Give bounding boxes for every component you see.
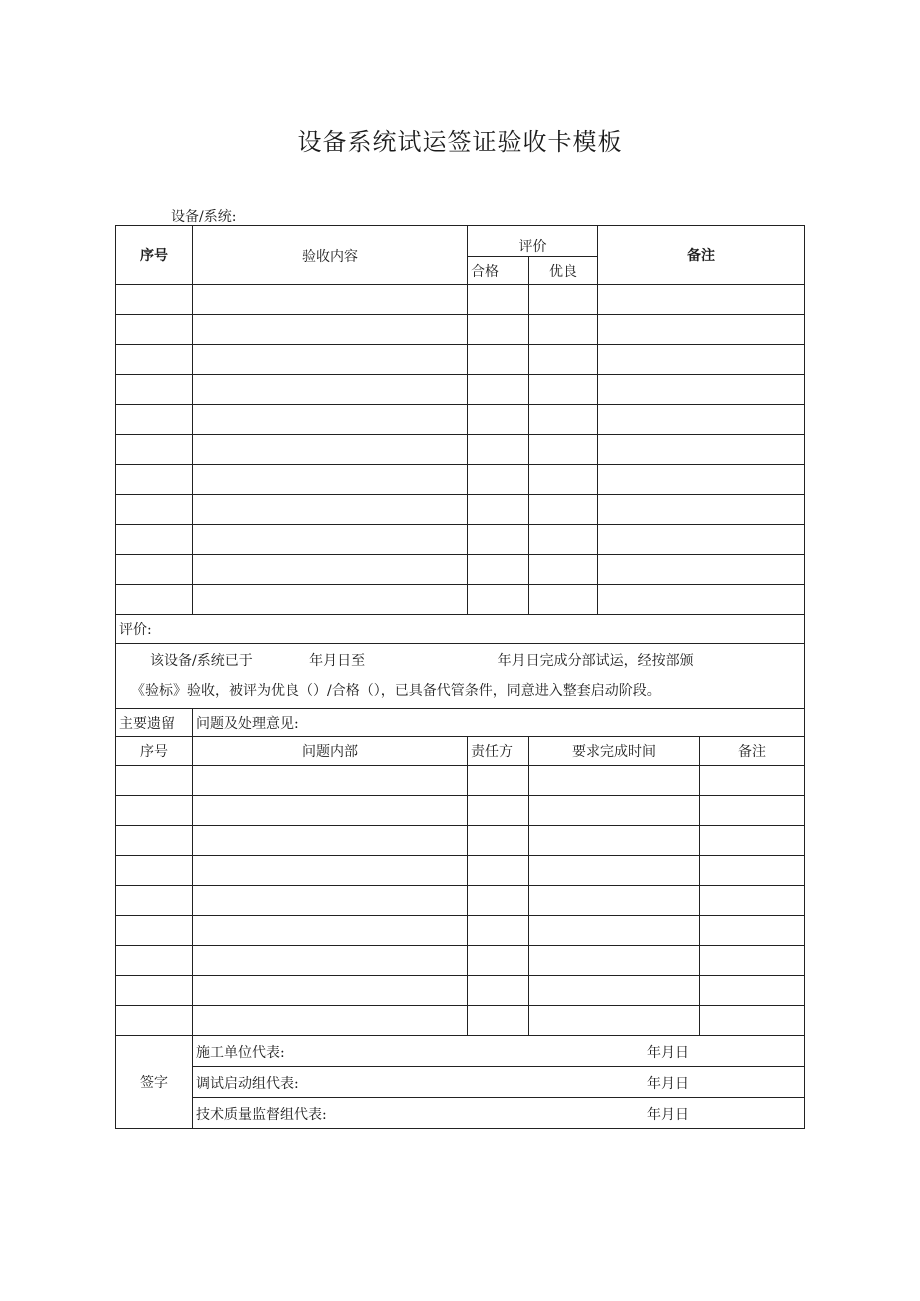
issue-cell-deadline[interactable] xyxy=(529,976,700,1006)
acceptance-cell-excellent[interactable] xyxy=(529,495,598,525)
acceptance-cell-content[interactable] xyxy=(193,465,468,495)
issue-cell-seq[interactable] xyxy=(116,886,193,916)
acceptance-cell-excellent[interactable] xyxy=(529,465,598,495)
acceptance-cell-content[interactable] xyxy=(193,525,468,555)
acceptance-cell-pass[interactable] xyxy=(468,315,529,345)
issue-cell-seq[interactable] xyxy=(116,976,193,1006)
issue-cell-content[interactable] xyxy=(193,916,468,946)
evaluation-label: 评价: xyxy=(116,615,805,644)
acceptance-cell-remarks[interactable] xyxy=(598,345,805,375)
issue-cell-deadline[interactable] xyxy=(529,796,700,826)
issue-row xyxy=(116,826,805,856)
evaluation-statement xyxy=(116,644,805,709)
issue-cell-content[interactable] xyxy=(193,886,468,916)
issue-cell-deadline[interactable] xyxy=(529,826,700,856)
signature-label: 签字 xyxy=(116,1036,193,1129)
evaluation-line1-part3: 年月日完成分部试运，经按部颁 xyxy=(497,653,694,669)
acceptance-cell-remarks[interactable] xyxy=(598,405,805,435)
acceptance-cell-content[interactable] xyxy=(193,495,468,525)
acceptance-row xyxy=(116,465,805,495)
issue-cell-seq[interactable] xyxy=(116,796,193,826)
acceptance-cell-content[interactable] xyxy=(193,405,468,435)
evaluation-line2: 《验标》验收，被评为优良（）/合格（），已具备代管条件，同意进入整套启动阶段。 xyxy=(131,683,661,699)
issue-cell-remarks[interactable] xyxy=(700,886,805,916)
acceptance-cell-pass[interactable] xyxy=(468,555,529,585)
issue-cell-deadline[interactable] xyxy=(529,886,700,916)
acceptance-row xyxy=(116,345,805,375)
signature-date: 年月日 xyxy=(647,1076,689,1092)
issue-row xyxy=(116,976,805,1006)
issue-row xyxy=(116,916,805,946)
acceptance-cell-excellent[interactable] xyxy=(529,315,598,345)
acceptance-row xyxy=(116,285,805,315)
acceptance-cell-excellent[interactable] xyxy=(529,375,598,405)
issue-row xyxy=(116,766,805,796)
issues-label-left: 主要遗留 xyxy=(116,709,193,737)
issue-cell-deadline[interactable] xyxy=(529,856,700,886)
signature-who: 调试启动组代表: xyxy=(196,1076,299,1092)
evaluation-line1-part2: 年月日至 xyxy=(309,653,366,669)
acceptance-cell-remarks[interactable] xyxy=(598,585,805,615)
issue-cell-responsible[interactable] xyxy=(468,976,529,1006)
acceptance-cell-content[interactable] xyxy=(193,435,468,465)
acceptance-cell-remarks[interactable] xyxy=(598,435,805,465)
acceptance-cell-excellent[interactable] xyxy=(529,435,598,465)
issue-row xyxy=(116,796,805,826)
issues-header-content: 问题内部 xyxy=(193,737,468,766)
acceptance-row xyxy=(116,435,805,465)
issue-cell-remarks[interactable] xyxy=(700,856,805,886)
issue-cell-deadline[interactable] xyxy=(529,766,700,796)
acceptance-cell-pass[interactable] xyxy=(468,345,529,375)
acceptance-cell-remarks[interactable] xyxy=(598,555,805,585)
issue-cell-remarks[interactable] xyxy=(700,796,805,826)
issue-cell-responsible[interactable] xyxy=(468,796,529,826)
signature-row xyxy=(193,1098,805,1129)
issue-cell-remarks[interactable] xyxy=(700,946,805,976)
acceptance-cell-pass[interactable] xyxy=(468,285,529,315)
acceptance-cell-seq[interactable] xyxy=(116,495,193,525)
issues-header-remarks: 备注 xyxy=(700,737,805,766)
header-excellent: 优良 xyxy=(529,257,598,285)
signature-date: 年月日 xyxy=(647,1107,689,1123)
issue-cell-responsible[interactable] xyxy=(468,856,529,886)
issue-cell-responsible[interactable] xyxy=(468,916,529,946)
signature-row xyxy=(193,1067,805,1098)
issue-cell-content[interactable] xyxy=(193,766,468,796)
acceptance-cell-pass[interactable] xyxy=(468,375,529,405)
acceptance-cell-excellent[interactable] xyxy=(529,555,598,585)
issue-row xyxy=(116,856,805,886)
acceptance-row xyxy=(116,405,805,435)
system-label: 设备/系统: xyxy=(171,209,237,225)
issue-row xyxy=(116,946,805,976)
issue-cell-deadline[interactable] xyxy=(529,916,700,946)
signature-row xyxy=(193,1036,805,1067)
acceptance-cell-remarks[interactable] xyxy=(598,285,805,315)
issue-cell-content[interactable] xyxy=(193,796,468,826)
acceptance-cell-seq[interactable] xyxy=(116,525,193,555)
acceptance-cell-seq[interactable] xyxy=(116,375,193,405)
acceptance-cell-excellent[interactable] xyxy=(529,525,598,555)
header-pass: 合格 xyxy=(468,257,529,285)
issue-cell-seq[interactable] xyxy=(116,766,193,796)
signature-who: 技术质量监督组代表: xyxy=(196,1107,327,1123)
header-seq: 序号 xyxy=(116,226,193,285)
acceptance-cell-pass[interactable] xyxy=(468,435,529,465)
issue-cell-seq[interactable] xyxy=(116,916,193,946)
issue-cell-responsible[interactable] xyxy=(468,946,529,976)
acceptance-cell-excellent[interactable] xyxy=(529,405,598,435)
issue-cell-content[interactable] xyxy=(193,976,468,1006)
header-rating: 评价 xyxy=(468,226,598,257)
acceptance-row xyxy=(116,555,805,585)
acceptance-cell-seq[interactable] xyxy=(116,585,193,615)
issue-cell-remarks[interactable] xyxy=(700,826,805,856)
evaluation-line1-part1: 该设备/系统已于 xyxy=(150,653,253,669)
acceptance-row xyxy=(116,585,805,615)
issue-cell-content[interactable] xyxy=(193,826,468,856)
acceptance-cell-content[interactable] xyxy=(193,315,468,345)
issue-cell-remarks[interactable] xyxy=(700,1006,805,1036)
acceptance-cell-content[interactable] xyxy=(193,555,468,585)
issue-cell-content[interactable] xyxy=(193,946,468,976)
issues-header-deadline: 要求完成时间 xyxy=(529,737,700,766)
acceptance-cell-seq[interactable] xyxy=(116,345,193,375)
acceptance-cell-excellent[interactable] xyxy=(529,585,598,615)
acceptance-cell-content[interactable] xyxy=(193,285,468,315)
acceptance-cell-pass[interactable] xyxy=(468,585,529,615)
issue-cell-deadline[interactable] xyxy=(529,1006,700,1036)
issue-cell-remarks[interactable] xyxy=(700,916,805,946)
acceptance-row xyxy=(116,525,805,555)
issue-cell-content[interactable] xyxy=(193,856,468,886)
issue-cell-seq[interactable] xyxy=(116,946,193,976)
issue-cell-remarks[interactable] xyxy=(700,766,805,796)
acceptance-cell-seq[interactable] xyxy=(116,315,193,345)
acceptance-cell-pass[interactable] xyxy=(468,405,529,435)
issue-cell-responsible[interactable] xyxy=(468,826,529,856)
signature-date: 年月日 xyxy=(647,1045,689,1061)
acceptance-cell-seq[interactable] xyxy=(116,555,193,585)
issue-cell-deadline[interactable] xyxy=(529,946,700,976)
page-title: 设备系统试运签证验收卡模板 xyxy=(297,128,623,156)
acceptance-cell-seq[interactable] xyxy=(116,405,193,435)
acceptance-cell-excellent[interactable] xyxy=(529,345,598,375)
acceptance-cell-content[interactable] xyxy=(193,375,468,405)
acceptance-cell-pass[interactable] xyxy=(468,495,529,525)
issue-cell-seq[interactable] xyxy=(116,856,193,886)
acceptance-row xyxy=(116,495,805,525)
issue-cell-remarks[interactable] xyxy=(700,976,805,1006)
issue-row xyxy=(116,886,805,916)
issue-cell-responsible[interactable] xyxy=(468,1006,529,1036)
acceptance-cell-content[interactable] xyxy=(193,345,468,375)
acceptance-cell-seq[interactable] xyxy=(116,465,193,495)
issues-header-responsible: 责任方 xyxy=(468,737,529,766)
issue-cell-responsible[interactable] xyxy=(468,766,529,796)
acceptance-cell-remarks[interactable] xyxy=(598,465,805,495)
acceptance-cell-content[interactable] xyxy=(193,585,468,615)
acceptance-cell-remarks[interactable] xyxy=(598,525,805,555)
acceptance-cell-pass[interactable] xyxy=(468,525,529,555)
acceptance-cell-pass[interactable] xyxy=(468,465,529,495)
issues-header-seq: 序号 xyxy=(116,737,193,766)
acceptance-cell-excellent[interactable] xyxy=(529,285,598,315)
issue-cell-seq[interactable] xyxy=(116,826,193,856)
acceptance-row xyxy=(116,375,805,405)
issue-cell-seq[interactable] xyxy=(116,1006,193,1036)
acceptance-cell-seq[interactable] xyxy=(116,285,193,315)
issue-row xyxy=(116,1006,805,1036)
acceptance-card-table xyxy=(115,225,805,1129)
acceptance-cell-remarks[interactable] xyxy=(598,315,805,345)
acceptance-row xyxy=(116,315,805,345)
acceptance-cell-remarks[interactable] xyxy=(598,495,805,525)
issue-cell-content[interactable] xyxy=(193,1006,468,1036)
header-remarks: 备注 xyxy=(598,226,805,285)
acceptance-cell-remarks[interactable] xyxy=(598,375,805,405)
header-content: 验收内容 xyxy=(193,226,468,285)
issues-label-right: 问题及处理意见: xyxy=(193,709,805,737)
signature-who: 施工单位代表: xyxy=(196,1045,285,1061)
issue-cell-responsible[interactable] xyxy=(468,886,529,916)
acceptance-cell-seq[interactable] xyxy=(116,435,193,465)
